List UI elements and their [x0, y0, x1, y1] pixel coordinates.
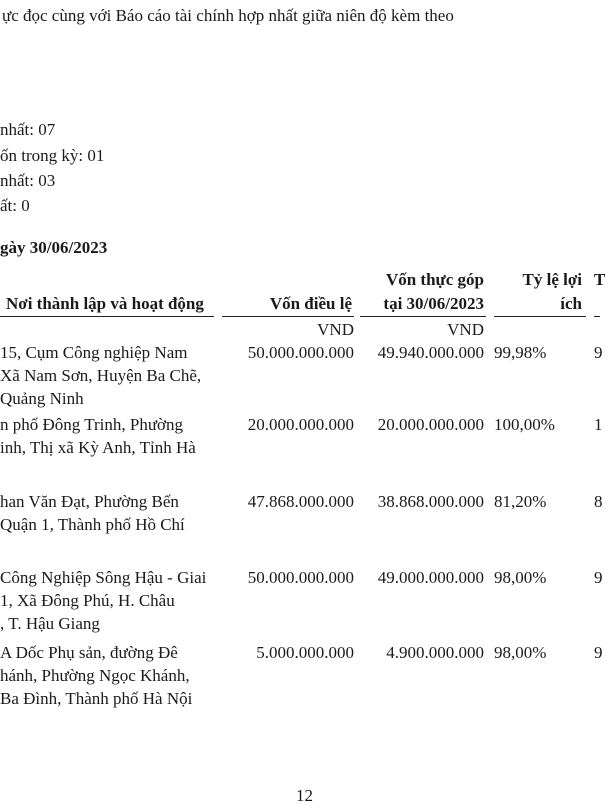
intro-line: ực đọc cùng với Báo cáo tài chính hợp nhất giữa niên độ kèm theo [2, 6, 454, 25]
unit-charter-capital: VND [317, 320, 354, 339]
row3-place-line1: han Văn Đạt, Phường Bến [0, 492, 179, 511]
header-paid-capital-line2: tại 30/06/2023 [383, 294, 484, 313]
row4-benefit: 98,00% [494, 568, 547, 587]
summary-line-3: nhất: 03 [0, 171, 56, 190]
row3-place-line2: Quận 1, Thành phố Hồ Chí [0, 515, 185, 534]
header-charter-capital: Vốn điều lệ [269, 294, 352, 313]
header-benefit-line2: ích [560, 294, 582, 313]
header-benefit-line1: Tỷ lệ lợi [522, 270, 582, 289]
row1-place-line3: Quảng Ninh [0, 389, 84, 408]
page-number: 12 [296, 786, 313, 805]
row5-place-line1: A Dốc Phụ sản, đường Đê [0, 643, 178, 662]
row5-place-line3: Ba Đình, Thành phố Hà Nội [0, 689, 193, 708]
summary-line-1: nhất: 07 [0, 120, 56, 139]
row3-benefit: 81,20% [494, 492, 547, 511]
row5-extra: 9 [594, 643, 603, 662]
row4-paid-capital: 49.000.000.000 [377, 568, 484, 587]
row1-place-line2: Xã Nam Sơn, Huyện Ba Chẽ, [0, 366, 202, 385]
header-clipped-column: T [594, 270, 605, 289]
row5-paid-capital: 4.900.000.000 [386, 643, 484, 662]
row4-charter-capital: 50.000.000.000 [247, 568, 354, 587]
summary-line-4: ất: 0 [0, 196, 30, 215]
row4-place-line3: , T. Hậu Giang [0, 614, 100, 633]
row4-place-line1: Công Nghiệp Sông Hậu - Giai [0, 568, 207, 587]
row1-extra: 9 [594, 343, 603, 362]
unit-paid-capital: VND [447, 320, 484, 339]
row5-benefit: 98,00% [494, 643, 547, 662]
row1-charter-capital: 50.000.000.000 [247, 343, 354, 362]
row3-charter-capital: 47.868.000.000 [247, 492, 354, 511]
row4-place-line2: 1, Xã Đông Phú, H. Châu [0, 591, 175, 610]
row2-extra: 1 [594, 415, 603, 434]
summary-line-2: ốn trong kỳ: 01 [0, 146, 105, 165]
row4-extra: 9 [594, 568, 603, 587]
row1-place-line1: 15, Cụm Công nghiệp Nam [0, 343, 188, 362]
row3-extra: 8 [594, 492, 603, 511]
header-rule-paid [360, 316, 486, 317]
row2-place-line2: inh, Thị xã Kỳ Anh, Tỉnh Hà [0, 438, 196, 457]
header-rule-clipped [594, 316, 600, 317]
header-paid-capital-line1: Vốn thực góp [385, 270, 484, 289]
row1-paid-capital: 49.940.000.000 [377, 343, 484, 362]
header-rule-charter [222, 316, 354, 317]
header-rule-benefit [494, 316, 586, 317]
section-title: gày 30/06/2023 [0, 238, 108, 257]
row2-paid-capital: 20.000.000.000 [377, 415, 484, 434]
header-place: Nơi thành lập và hoạt động [6, 294, 204, 313]
row5-charter-capital: 5.000.000.000 [256, 643, 354, 662]
row5-place-line2: hánh, Phường Ngọc Khánh, [0, 666, 190, 685]
row2-charter-capital: 20.000.000.000 [247, 415, 354, 434]
header-rule-place [0, 316, 214, 317]
row1-benefit: 99,98% [494, 343, 547, 362]
row2-place-line1: n phố Đông Trinh, Phường [0, 415, 184, 434]
row3-paid-capital: 38.868.000.000 [377, 492, 484, 511]
row2-benefit: 100,00% [494, 415, 555, 434]
